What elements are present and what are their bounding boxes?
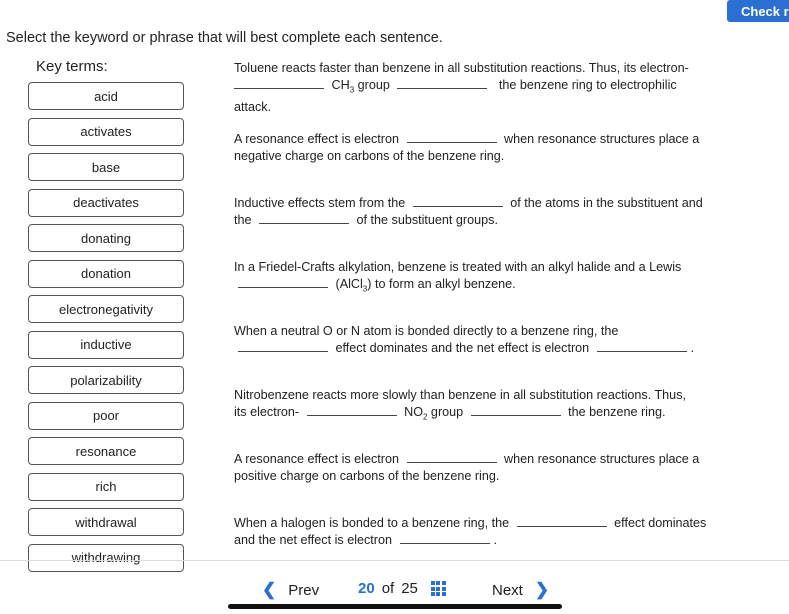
question-text: of the substituent groups.: [356, 212, 498, 227]
answer-blank[interactable]: [597, 341, 687, 352]
question-text: CH: [331, 77, 350, 92]
question-text: NO: [404, 404, 423, 419]
next-button[interactable]: [492, 580, 549, 600]
question-text: attack.: [234, 99, 272, 114]
question-text: When a neutral O or N atom is bonded directly to a benzene ring, the: [234, 324, 619, 338]
question-text: Toluene reacts faster than benzene in all substitution reactions. Thus, its electron-: [234, 61, 689, 75]
chevron-left-icon: ❮: [262, 580, 277, 599]
question-text: .: [690, 340, 695, 355]
question-text: the benzene ring to electrophilic: [498, 77, 677, 92]
question-text: A resonance effect is electron: [234, 452, 399, 466]
answer-blank[interactable]: [407, 132, 497, 143]
page-indicator: [358, 580, 446, 597]
question-6: [234, 387, 754, 426]
question-text: of the atoms in the substituent and: [510, 196, 703, 210]
question-text: .: [493, 532, 497, 547]
question-text: when resonance structures place a: [504, 132, 700, 146]
question-text: positive charge on carbons of the benzene ring.: [234, 468, 500, 483]
question-text: when resonance structures place a: [504, 452, 700, 466]
term-donating[interactable]: donating: [28, 224, 184, 252]
term-resonance[interactable]: resonance: [28, 437, 184, 465]
term-donation[interactable]: donation: [28, 260, 184, 288]
chevron-right-icon: ❯: [534, 580, 550, 599]
grid-icon[interactable]: [431, 581, 446, 596]
question-text: (AlCl: [335, 276, 363, 291]
question-text: When a halogen is bonded to a benzene ring, the: [234, 516, 510, 530]
next-label: Next: [492, 581, 523, 599]
key-terms-heading: Key terms:: [36, 58, 108, 75]
check-answer-button[interactable]: Check r: [727, 0, 789, 22]
subscript: 3: [362, 284, 368, 294]
question-8: [234, 515, 754, 548]
question-text: its electron-: [234, 404, 300, 419]
question-text: ) to form an alkyl benzene.: [367, 276, 516, 291]
key-terms-list: [28, 82, 184, 565]
answer-blank[interactable]: [259, 213, 349, 224]
answer-blank[interactable]: [238, 277, 328, 288]
question-text: In a Friedel-Crafts alkylation, benzene is treated with an alkyl halide and a Lewis: [234, 260, 682, 274]
answer-blank[interactable]: [400, 533, 490, 544]
question-text: effect dominates: [614, 516, 707, 530]
term-activates[interactable]: activates: [28, 118, 184, 146]
question-4: [234, 259, 754, 298]
question-7: [234, 451, 754, 484]
question-text: Nitrobenzene reacts more slowly than benzene in all substitution reactions. Thus,: [234, 388, 686, 402]
question-2: [234, 131, 754, 164]
term-withdrawing[interactable]: withdrawing: [28, 544, 184, 572]
question-text: and the net effect is electron: [234, 532, 392, 547]
term-deactivates[interactable]: deactivates: [28, 189, 184, 217]
term-electronegativity[interactable]: electronegativity: [28, 295, 184, 323]
prev-button[interactable]: [262, 580, 319, 600]
question-5: [234, 323, 754, 356]
prev-label: Prev: [288, 581, 320, 599]
term-polarizability[interactable]: polarizability: [28, 366, 184, 394]
term-rich[interactable]: rich: [28, 473, 184, 501]
term-base[interactable]: base: [28, 153, 184, 181]
answer-blank[interactable]: [238, 341, 328, 352]
subscript: 2: [422, 412, 428, 422]
footer-divider: [0, 560, 789, 561]
home-indicator: [228, 604, 562, 609]
answer-blank[interactable]: [397, 78, 487, 89]
question-text: A resonance effect is electron: [234, 132, 399, 146]
question-text: group: [427, 404, 464, 419]
question-text: group: [354, 77, 390, 92]
current-page: 20: [358, 580, 375, 597]
term-inductive[interactable]: inductive: [28, 331, 184, 359]
pagination-footer: [0, 572, 789, 608]
term-poor[interactable]: poor: [28, 402, 184, 430]
question-3: [234, 195, 754, 228]
term-withdrawal[interactable]: withdrawal: [28, 508, 184, 536]
answer-blank[interactable]: [517, 516, 607, 527]
question-text: negative charge on carbons of the benzene ring.: [234, 148, 505, 163]
question-text: Inductive effects stem from the: [234, 196, 406, 210]
question-text: the benzene ring.: [568, 404, 666, 419]
of-label: of: [381, 580, 395, 597]
answer-blank[interactable]: [471, 405, 561, 416]
answer-blank[interactable]: [234, 78, 324, 89]
instruction-text: Select the keyword or phrase that will best complete each sentence.: [6, 30, 443, 46]
answer-blank[interactable]: [307, 405, 397, 416]
total-pages: 25: [401, 580, 418, 597]
answer-blank[interactable]: [407, 452, 497, 463]
term-acid[interactable]: acid: [28, 82, 184, 110]
question-text: effect dominates and the net effect is electron: [335, 340, 590, 355]
question-text: the: [234, 212, 252, 227]
subscript: 3: [349, 85, 355, 95]
question-1: [234, 60, 754, 115]
answer-blank[interactable]: [413, 196, 503, 207]
